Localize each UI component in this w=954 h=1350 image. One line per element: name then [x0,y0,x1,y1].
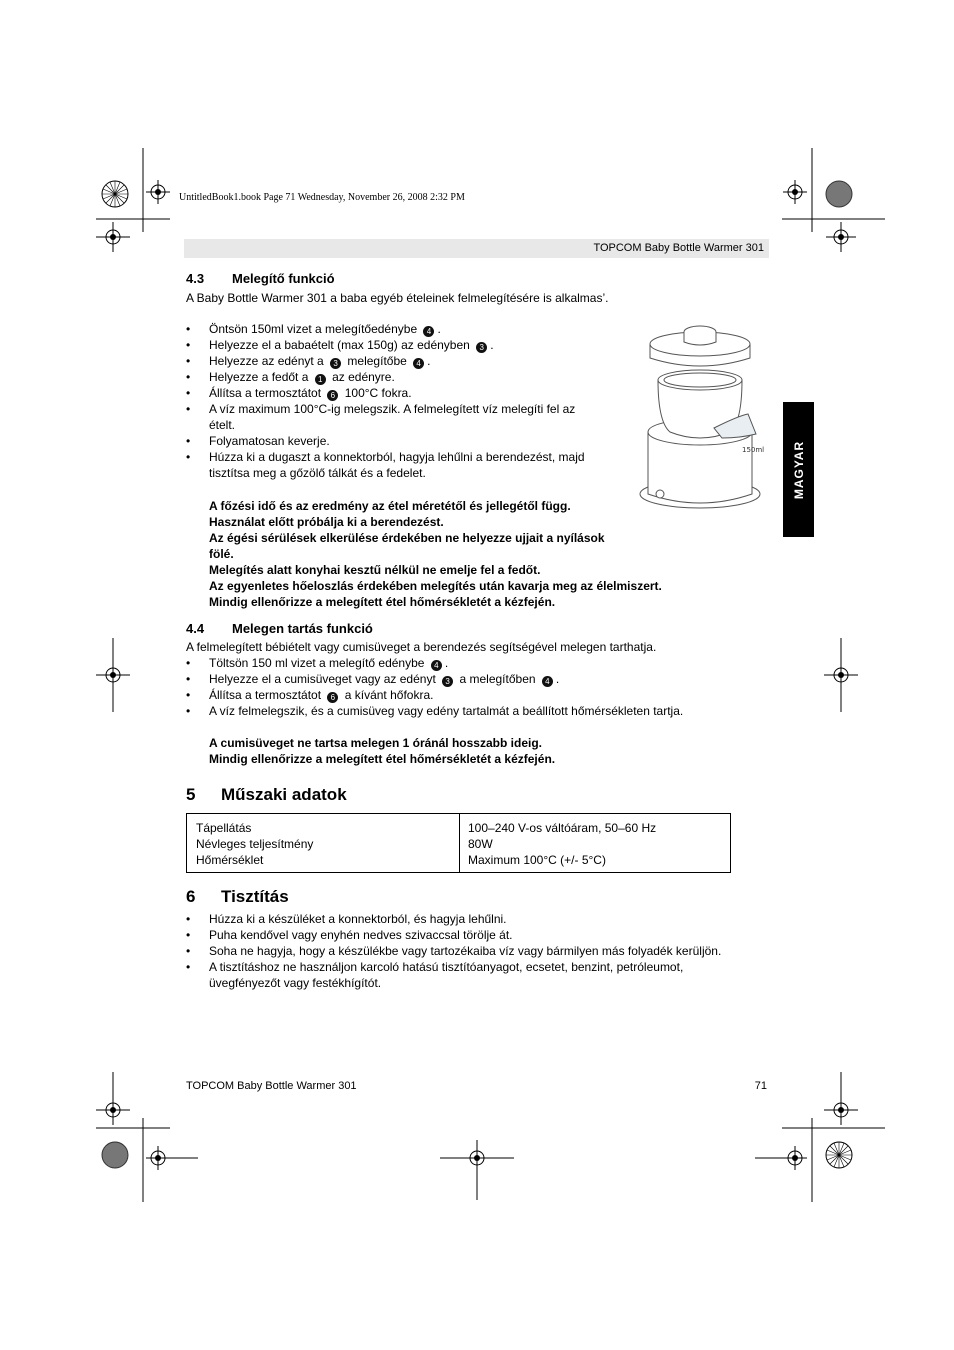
spec-value: 100–240 V-os váltóáram, 50–60 Hz [468,821,657,835]
section-4-3-heading: 4.3 Melegítő funkció [186,271,335,286]
section-5-heading: 5 Műszaki adatok [186,785,347,804]
footer-title: TOPCOM Baby Bottle Warmer 301 [186,1080,357,1092]
page-number: 71 [754,1080,767,1092]
warning-line: Mindig ellenőrizze a melegített étel hőmérsékletét a kézfején. [209,752,556,766]
specs-table [186,813,731,873]
file-info-slug: UntitledBook1.book Page 71 Wednesday, November 26, 2008 2:32 PM [179,192,465,203]
warning-line: fölé. [209,547,234,561]
warning-line: Melegítés alatt konyhai kesztű nélkül ne emelje fel a fedőt. [209,563,541,577]
image-label-150ml: 150ml [742,446,765,454]
section-4-4-intro: A felmelegített bébiételt vagy cumisüveget a berendezés segítségével melegen tarthatja. [186,640,657,654]
spec-label: Névleges teljesítmény [196,837,314,851]
section-4-4-heading: 4.4 Melegen tartás funkció [186,621,373,636]
warning-line: Az égési sérülések elkerülése érdekében ne helyezze ujjait a nyílások [209,531,605,545]
warning-line: A cumisüveget ne tartsa melegen 1 óránál hosszabb ideig. [209,736,542,750]
spec-label: Hőmérséklet [196,853,264,867]
warning-line: Mindig ellenőrizze a melegített étel hőmérsékletét a kézfején. [209,595,556,609]
warning-line: A főzési idő és az eredmény az étel méretétől és jellegétől függ. [209,499,571,513]
section-4-3-intro: A Baby Bottle Warmer 301 a baba egyéb ételeinek felmelegítésére is alkalmas’. [186,291,609,305]
bottle-warmer-illustration [630,322,770,527]
warning-line: Az egyenletes hőeloszlás érdekében melegítés után kavarja meg az élelmiszert. [209,579,662,593]
running-header: TOPCOM Baby Bottle Warmer 301 [593,242,764,254]
spec-label: Tápellátás [196,821,252,835]
section-6-heading: 6 Tisztítás [186,887,289,906]
language-side-tab: MAGYAR [783,402,814,537]
spec-value: Maximum 100°C (+/- 5°C) [468,853,606,867]
spec-value: 80W [468,837,493,851]
warning-line: Használat előtt próbálja ki a berendezést. [209,515,444,529]
